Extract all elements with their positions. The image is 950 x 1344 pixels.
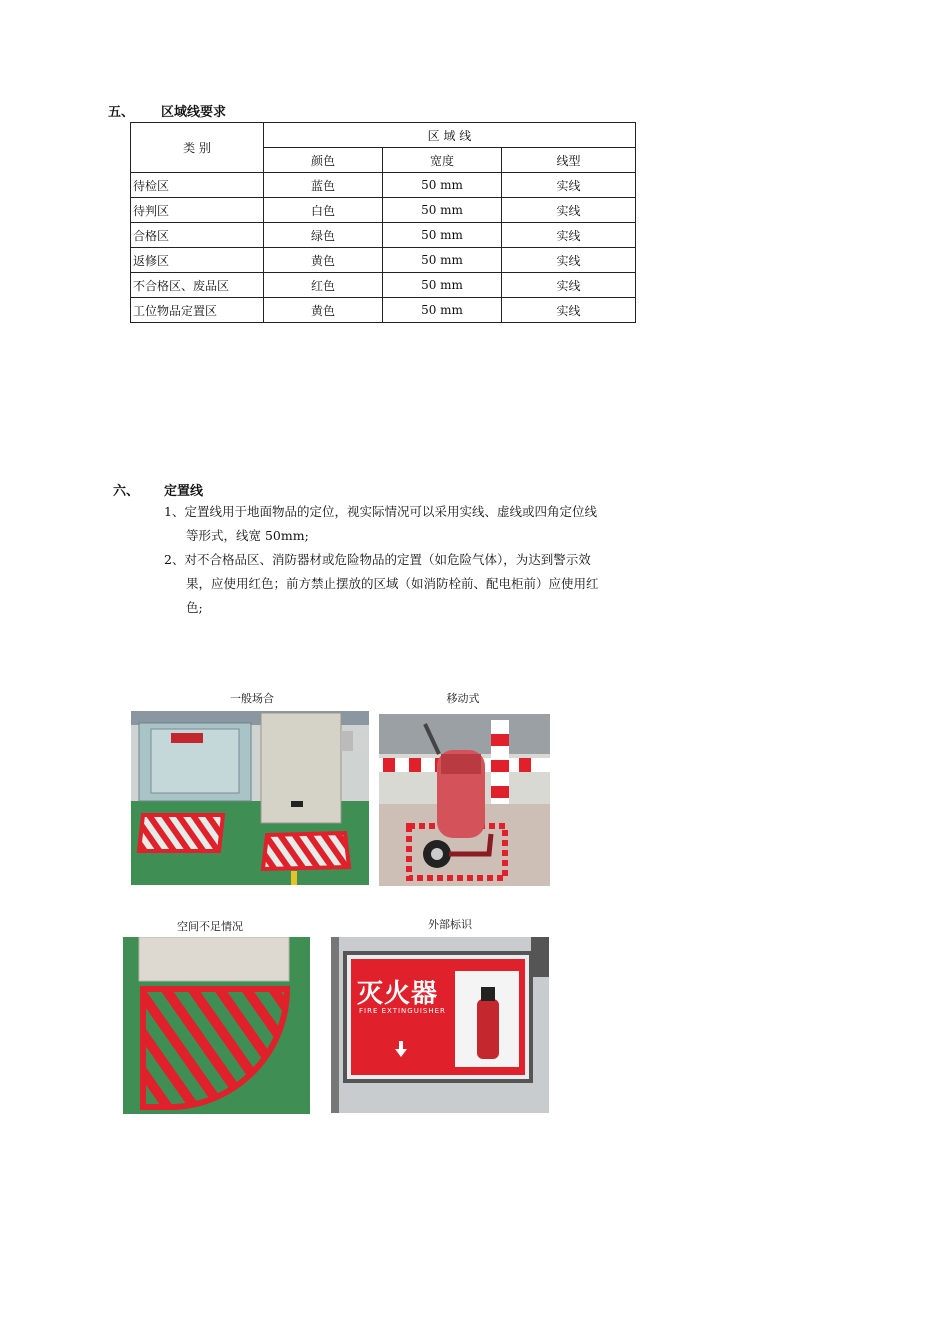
table-row	[131, 248, 636, 273]
header-category: 类 别	[131, 123, 264, 173]
photo-general-case	[131, 711, 369, 885]
item-line: 色;	[186, 600, 203, 615]
photo-caption: 外部标识	[428, 918, 472, 931]
item-line: 等形式，线宽 50mm;	[186, 528, 309, 543]
row-color: 黄色	[264, 248, 383, 273]
header-color: 颜色	[264, 148, 383, 173]
row-category: 返修区	[131, 248, 264, 273]
row-linetype: 实线	[502, 298, 636, 323]
zone-line-table	[130, 122, 636, 323]
row-color: 绿色	[264, 223, 383, 248]
row-color: 白色	[264, 198, 383, 223]
section6-number: 六、	[113, 484, 140, 499]
section6-title: 定置线	[164, 484, 204, 499]
row-width: 50 mm	[383, 248, 502, 273]
section5-number: 五、	[108, 105, 135, 120]
row-width: 50 mm	[383, 198, 502, 223]
table-row	[131, 173, 636, 198]
row-linetype: 实线	[502, 223, 636, 248]
item-line: 2、对不合格品区、消防器材或危险物品的定置（如危险气体），为达到警示效	[164, 552, 591, 567]
row-width: 50 mm	[383, 298, 502, 323]
row-color: 红色	[264, 273, 383, 298]
row-linetype: 实线	[502, 273, 636, 298]
header-width: 宽度	[383, 148, 502, 173]
row-category: 不合格区、废品区	[131, 273, 264, 298]
photo-caption: 空间不足情况	[177, 920, 243, 933]
row-color: 黄色	[264, 298, 383, 323]
row-linetype: 实线	[502, 198, 636, 223]
sign-subtitle: FIRE EXTINGUISHER	[359, 1007, 446, 1015]
header-linetype: 线型	[502, 148, 636, 173]
row-category: 工位物品定置区	[131, 298, 264, 323]
table-row	[131, 223, 636, 248]
row-width: 50 mm	[383, 223, 502, 248]
table-row	[131, 298, 636, 323]
photo-insufficient-space	[123, 937, 310, 1114]
row-category: 合格区	[131, 223, 264, 248]
header-zone-line: 区 域 线	[264, 123, 636, 148]
row-color: 蓝色	[264, 173, 383, 198]
row-linetype: 实线	[502, 248, 636, 273]
table-row	[131, 273, 636, 298]
section5-title: 区域线要求	[161, 105, 227, 120]
photo-mobile	[379, 714, 550, 886]
photo-external-sign	[331, 937, 549, 1113]
row-linetype: 实线	[502, 173, 636, 198]
photo-caption: 一般场合	[230, 692, 274, 705]
section6-item-2	[164, 548, 684, 620]
item-line: 果，应使用红色；前方禁止摆放的区域（如消防栓前、配电柜前）应使用红	[186, 576, 599, 591]
sign-title: 灭火器	[357, 979, 439, 1009]
item-line: 1、定置线用于地面物品的定位，视实际情况可以采用实线、虚线或四角定位线	[164, 504, 597, 519]
photo-caption: 移动式	[446, 692, 480, 705]
row-width: 50 mm	[383, 273, 502, 298]
table-row	[131, 198, 636, 223]
row-width: 50 mm	[383, 173, 502, 198]
section6-item-1	[164, 500, 684, 548]
row-category: 待判区	[131, 198, 264, 223]
row-category: 待检区	[131, 173, 264, 198]
